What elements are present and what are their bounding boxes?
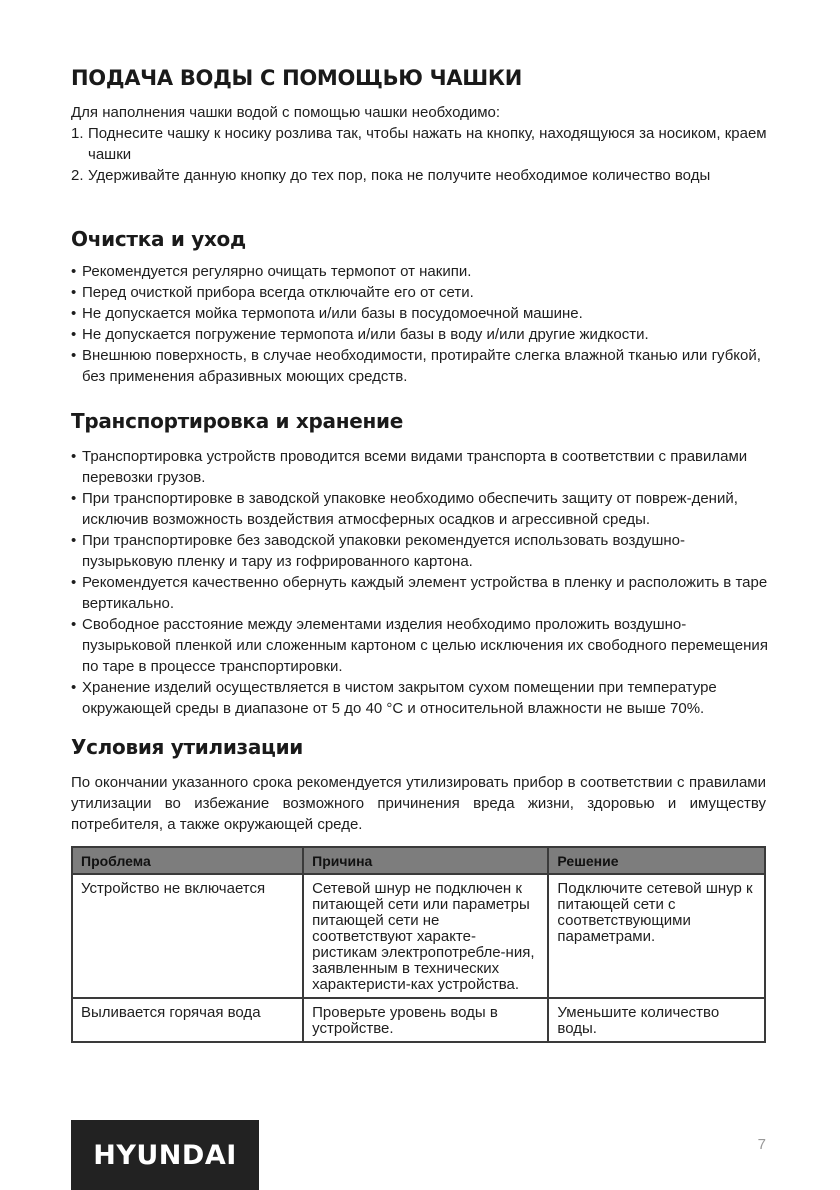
disposal-text: По окончании указанного срока рекомендуется утилизировать прибор в соответствии с правилами утилизации во избежание возможного причинения вреда жизни, здоровью и имуществу потребителя, а также окружающей среде. <box>71 774 766 833</box>
table-cell: Сетевой шнур не подключен к питающей сети или параметры питающей сети не соответствуют характе-ристикам электропотребле-ния, заявленным в технических характеристи-ках устройства. <box>303 874 548 998</box>
section-title-water-dispensing: ПОДАЧА ВОДЫ С ПОМОЩЬЮ ЧАШКИ <box>71 66 523 90</box>
list-item: • Рекомендуется качественно обернуть каждый элемент устройства в пленку и расположить в таре вертикально. <box>71 574 768 612</box>
list-item: • Внешнюю поверхность, в случае необходимости, протирайте слегка влажной тканью или губкой, без применения абразивных моющих средств. <box>71 347 761 385</box>
column-header-cause: Причина <box>303 847 548 874</box>
cleaning-block <box>71 261 771 387</box>
list-item: • Транспортировка устройств проводится всеми видами транспорта в соответствии с правилами перевозки грузов. <box>71 448 748 486</box>
cleaning-list <box>71 261 771 387</box>
table-row <box>72 998 765 1042</box>
column-header-problem: Проблема <box>72 847 303 874</box>
list-item: • Не допускается мойка термопота и/или базы в посудомоечной машине. <box>71 305 583 322</box>
section-title-transport: Транспортировка и хранение <box>71 409 404 433</box>
list-item: • Рекомендуется регулярно очищать термопот от накипи. <box>71 263 472 280</box>
transport-list <box>71 446 771 719</box>
list-item: • Не допускается погружение термопота и/или базы в воду и/или другие жидкости. <box>71 326 649 343</box>
list-item: • Хранение изделий осуществляется в чистом закрытом сухом помещении при температуре окружающей среды в диапазоне от 5 до 40 °С и относительной влажности не выше 70%. <box>71 679 717 717</box>
page-number: 7 <box>757 1136 766 1153</box>
table-cell: Подключите сетевой шнур к питающей сети с соответствующими параметрами. <box>548 874 765 998</box>
water-steps-list <box>71 123 771 186</box>
water-dispensing-block <box>71 102 771 186</box>
table-cell: Проверьте уровень воды в устройстве. <box>303 998 548 1042</box>
list-item: • Перед очисткой прибора всегда отключайте его от сети. <box>71 284 474 301</box>
brand-logo: HYUNDAI <box>71 1120 259 1190</box>
table-cell: Уменьшите количество воды. <box>548 998 765 1042</box>
list-item: • При транспортировке в заводской упаковке необходимо обеспечить защиту от повреж-дений, исключив возможность воздействия атмосферных осадков и агрессивной среды. <box>71 490 738 528</box>
troubleshooting-table <box>71 846 766 1043</box>
list-item: 1. Поднесите чашку к носику розлива так, чтобы нажать на кнопку, находящуюся за носиком, краем чашки <box>71 125 767 163</box>
table-header-row <box>72 847 765 874</box>
table-row <box>72 874 765 998</box>
list-item: • Свободное расстояние между элементами изделия необходимо проложить воздушно-пузырьковой пленкой или сложенным картоном с целью исключения их свободного перемещения по таре в процессе транспортировки. <box>71 616 768 675</box>
table-cell: Устройство не включается <box>72 874 303 998</box>
column-header-solution: Решение <box>548 847 765 874</box>
list-item: 2. Удерживайте данную кнопку до тех пор, пока не получите необходимое количество воды <box>71 167 711 184</box>
table-cell: Выливается горячая вода <box>72 998 303 1042</box>
section-title-cleaning: Очистка и уход <box>71 227 246 251</box>
disposal-block <box>71 772 766 835</box>
transport-block <box>71 446 771 719</box>
water-intro: Для наполнения чашки водой с помощью чашки необходимо: <box>71 104 501 121</box>
section-title-disposal: Условия утилизации <box>71 735 304 759</box>
list-item: • При транспортировке без заводской упаковки рекомендуется использовать воздушно-пузырьковую пленку и тару из гофрированного картона. <box>71 532 685 570</box>
